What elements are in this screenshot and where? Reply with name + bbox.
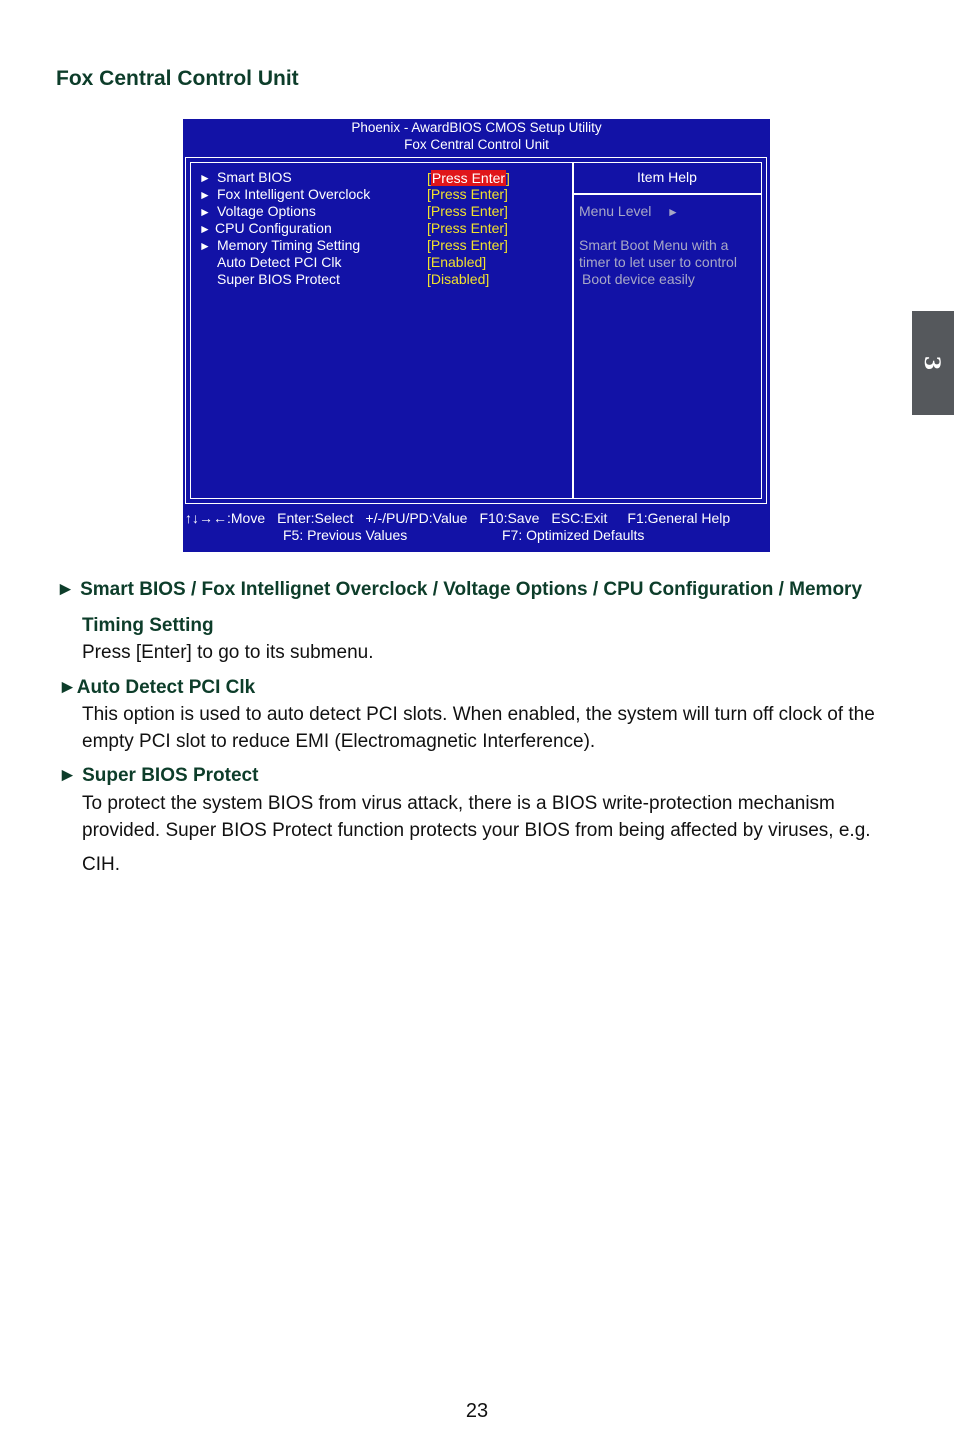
help-text-line: Boot device easily	[582, 271, 695, 287]
item-help-title: Item Help	[637, 169, 697, 185]
key-move: ↑↓→←:Move	[185, 510, 266, 526]
help-separator	[573, 193, 761, 195]
bios-column-divider	[572, 162, 574, 499]
menu-item-super-bios-protect[interactable]: Super BIOS Protect	[217, 271, 340, 287]
bios-page-title: Fox Central Control Unit	[404, 137, 549, 152]
key-exit: ESC:Exit	[551, 510, 608, 526]
key-help: F1:General Help	[627, 510, 731, 526]
bios-header	[183, 119, 770, 153]
value-voltage-options[interactable]: [Press Enter]	[427, 203, 508, 219]
menu-item-memory-timing-setting[interactable]: ► Memory Timing Setting	[199, 237, 361, 253]
chapter-number: 3	[920, 355, 946, 371]
value-auto-detect-pci-clk[interactable]: [Enabled]	[427, 254, 487, 270]
value-super-bios-protect[interactable]: [Disabled]	[427, 271, 490, 287]
submenu-arrow-icon: ►	[199, 205, 211, 219]
value-fox-intelligent-overclock[interactable]: [Press Enter]	[427, 186, 508, 202]
menu-item-fox-intelligent-overclock[interactable]: ► Fox Intelligent Overclock	[199, 186, 371, 202]
menu-item-cpu-configuration[interactable]: ► CPU Configuration	[199, 220, 332, 236]
menu-item-auto-detect-pci-clk[interactable]: Auto Detect PCI Clk	[217, 254, 342, 270]
desc-heading-auto-detect-pci-clk: ►Auto Detect PCI Clk	[58, 677, 256, 698]
menu-item-smart-bios[interactable]: ► Smart BIOS	[199, 169, 292, 185]
bios-utility-title: Phoenix - AwardBIOS CMOS Setup Utility	[351, 120, 602, 135]
desc-heading-super-bios-protect: ► Super BIOS Protect	[58, 765, 259, 786]
desc-body-line: provided. Super BIOS Protect function protects your BIOS from being affected by viruses, e.g.	[82, 820, 871, 841]
desc-heading-submenus-cont: Timing Setting	[82, 615, 214, 636]
desc-body-line: CIH.	[82, 854, 120, 875]
submenu-arrow-icon: ►	[199, 222, 211, 236]
key-previous-values: F5: Previous Values	[283, 527, 408, 543]
menu-item-voltage-options[interactable]: ► Voltage Options	[199, 203, 316, 219]
submenu-arrow-icon: ►	[199, 188, 211, 202]
desc-heading-submenus: ► Smart BIOS / Fox Intellignet Overclock / Voltage Options / CPU Configuration / Memory	[56, 579, 863, 600]
value-cpu-configuration[interactable]: [Press Enter]	[427, 220, 508, 236]
menu-level-arrow-icon: ►	[666, 205, 679, 219]
desc-body-line: empty PCI slot to reduce EMI (Electromagnetic Interference).	[82, 731, 596, 752]
desc-body-submenus: Press [Enter] to go to its submenu.	[82, 642, 374, 663]
value-memory-timing-setting[interactable]: [Press Enter]	[427, 237, 508, 253]
submenu-arrow-icon: ►	[199, 239, 211, 253]
bios-screen	[183, 119, 770, 552]
value-smart-bios[interactable]: [Press Enter]	[427, 170, 510, 186]
desc-body-line: To protect the system BIOS from virus attack, there is a BIOS write-protection mechanism	[82, 793, 835, 814]
key-select: Enter:Select	[277, 510, 354, 526]
section-title: Fox Central Control Unit	[56, 67, 299, 90]
page-number: 23	[465, 1400, 489, 1422]
help-text-line: timer to let user to control	[579, 254, 737, 270]
bios-key-legend	[185, 510, 742, 527]
submenu-arrow-icon: ►	[199, 171, 211, 185]
key-save: F10:Save	[479, 510, 540, 526]
key-optimized-defaults: F7: Optimized Defaults	[502, 527, 645, 543]
menu-level-label: Menu Level ►	[579, 203, 679, 219]
desc-body-line: This option is used to auto detect PCI slots. When enabled, the system will turn off clock of the	[82, 704, 875, 725]
chapter-tab	[912, 311, 954, 415]
key-value: +/-/PU/PD:Value	[365, 510, 468, 526]
help-text-line: Smart Boot Menu with a	[579, 237, 729, 253]
